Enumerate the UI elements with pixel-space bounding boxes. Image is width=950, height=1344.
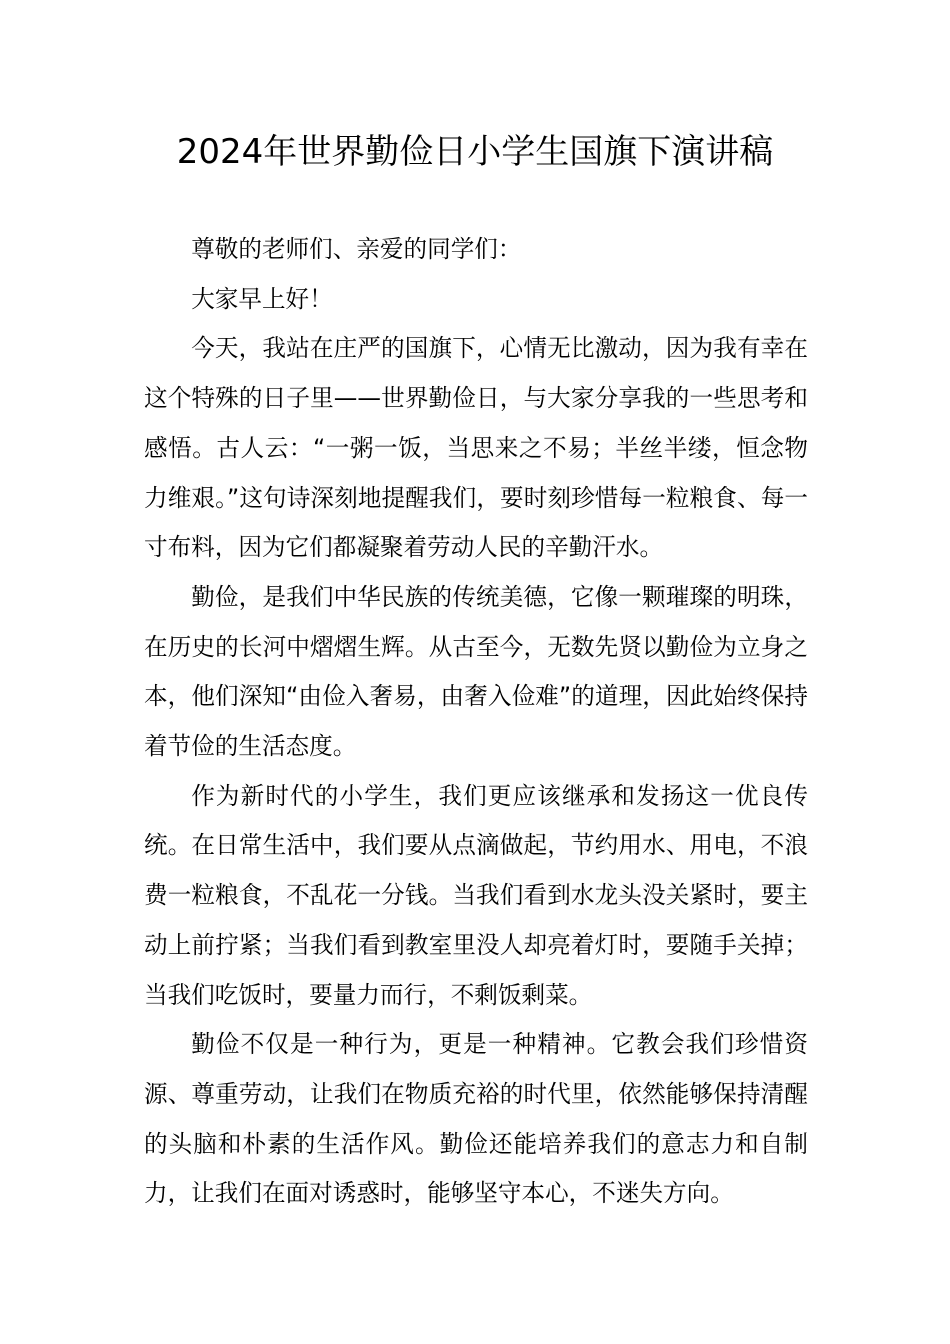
body-paragraph: 勤俭不仅是一种行为，更是一种精神。它教会我们珍惜资源、尊重劳动，让我们在物质充裕的时代里，依然能够保持清醒的头脑和朴素的生活作风。勤俭还能培养我们的意志力和自制力，让我们在面对诱惑时，能够坚守本心，不迷失方向。 <box>144 1030 808 1208</box>
body-paragraph: 勤俭，是我们中华民族的传统美德，它像一颗璀璨的明珠，在历史的长河中熠熠生辉。从古至今，无数先贤以勤俭为立身之本，他们深知“由俭入奢易，由奢入俭难”的道理，因此始终保持着节俭的生活态度。 <box>144 582 808 761</box>
body-paragraph: 今天，我站在庄严的国旗下，心情无比激动，因为我有幸在这个特殊的日子里——世界勤俭日，与大家分享我的一些思考和感悟。古人云：“一粥一饭，当思来之不易；半丝半缕，恒念物力维艰。”这句诗深刻地提醒我们，要时刻珍惜每一粒粮食、每一寸布料，因为它们都凝聚着劳动人民的辛勤汗水。 <box>144 334 808 562</box>
document-title: 2024年世界勤俭日小学生国旗下演讲稿 <box>176 132 774 172</box>
salutation-paragraph: 尊敬的老师们、亲爱的同学们： <box>191 235 522 263</box>
document-body <box>144 225 808 1219</box>
greeting-paragraph: 大家早上好！ <box>191 284 333 313</box>
body-paragraph: 作为新时代的小学生，我们更应该继承和发扬这一优良传统。在日常生活中，我们要从点滴做起，节约用水、用电，不浪费一粒粮食，不乱花一分钱。当我们看到水龙头没关紧时，要主动上前拧紧；当我们看到教室里没人却亮着灯时，要随手关掉；当我们吃饭时，要量力而行，不剩饭剩菜。 <box>144 781 808 1009</box>
